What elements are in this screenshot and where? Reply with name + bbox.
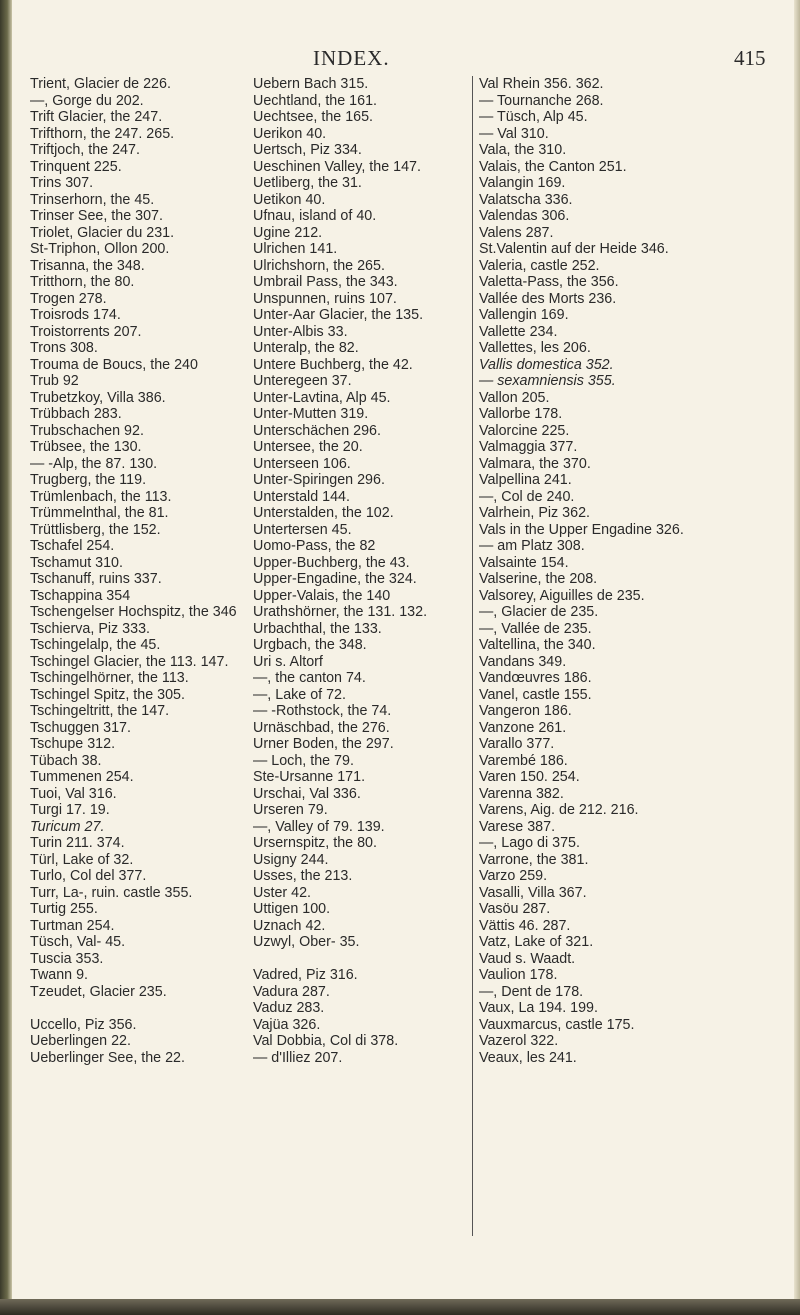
index-entry: Trugberg, the 119. bbox=[30, 472, 147, 488]
index-entry: Trümlenbach, the 113. bbox=[30, 488, 172, 505]
index-entry: Tschengelser Hochspitz, the 346 bbox=[30, 604, 237, 620]
index-entry: — Loch, the 79. bbox=[253, 752, 354, 769]
index-entry: Varallo 377. bbox=[479, 736, 555, 752]
index-entry: Urgbach, the 348. bbox=[253, 637, 367, 653]
index-entry: — Tüsch, Alp 45. bbox=[479, 109, 588, 125]
index-entry: Vangeron 186. bbox=[479, 703, 572, 719]
index-entry: Tschuggen 317. bbox=[30, 719, 131, 736]
index-entry: —, Glacier de 235. bbox=[479, 604, 599, 620]
index-entry: Val Dobbia, Col di 378. bbox=[253, 1033, 399, 1049]
index-entry: Vandœuvres 186. bbox=[479, 670, 592, 686]
index-entry: Trins 307. bbox=[30, 175, 94, 191]
index-entry: Unter-Albis 33. bbox=[253, 323, 348, 340]
section-gap bbox=[253, 951, 471, 968]
index-entry: Veaux, les 241. bbox=[479, 1049, 577, 1066]
index-entry: Usses, the 213. bbox=[253, 868, 353, 884]
index-entry: —, Valley of 79. 139. bbox=[253, 818, 385, 835]
index-entry: Turicum 27. bbox=[30, 818, 105, 835]
index-entry: Turgi 17. 19. bbox=[30, 802, 110, 818]
index-entry: Troisrods 174. bbox=[30, 307, 121, 323]
index-entry: Val Rhein 356. 362. bbox=[479, 76, 604, 92]
index-entry: — Val 310. bbox=[479, 125, 549, 142]
index-entry: Varrone, the 381. bbox=[479, 851, 589, 868]
index-entry: Uzwyl, Ober- 35. bbox=[253, 934, 360, 950]
index-entry: Upper-Valais, the 140 bbox=[253, 587, 391, 604]
index-entry: —, the canton 74. bbox=[253, 670, 366, 686]
index-entry: Valatscha 336. bbox=[479, 191, 573, 208]
index-entry: Trogen 278. bbox=[30, 290, 107, 307]
page-bottom-edge bbox=[0, 1299, 800, 1315]
index-entry: Turin 211. 374. bbox=[30, 835, 125, 851]
index-entry: Uetliberg, the 31. bbox=[253, 175, 362, 191]
index-entry: — -Alp, the 87. 130. bbox=[30, 455, 158, 472]
index-entry: Tummenen 254. bbox=[30, 769, 134, 785]
index-entry: Vasalli, Villa 367. bbox=[479, 884, 587, 901]
index-entry: Urschai, Val 336. bbox=[253, 785, 361, 802]
index-entry: Umbrail Pass, the 343. bbox=[253, 274, 398, 290]
index-entry: Vazerol 322. bbox=[479, 1033, 559, 1049]
index-entry: Uccello, Piz 356. bbox=[30, 1016, 137, 1033]
index-entry: Turlo, Col del 377. bbox=[30, 868, 147, 884]
index-entry: Ueberlingen 22. bbox=[30, 1033, 131, 1049]
index-entry: Trubschachen 92. bbox=[30, 422, 144, 439]
index-entry: Uerikon 40. bbox=[253, 125, 327, 142]
index-entry: Ulrichshorn, the 265. bbox=[253, 257, 385, 274]
index-entry: Unter-Mutten 319. bbox=[253, 406, 369, 422]
index-entry: Uri s. Altorf bbox=[253, 653, 323, 670]
index-entry: Vals in the Upper Engadine 326. bbox=[479, 521, 684, 538]
index-entry: Uertsch, Piz 334. bbox=[253, 142, 362, 158]
index-entry: Vadred, Piz 316. bbox=[253, 967, 358, 983]
index-entry: Trouma de Boucs, the 240 bbox=[30, 356, 198, 373]
index-entry: Trinser See, the 307. bbox=[30, 208, 163, 224]
index-entry: Vasöu 287. bbox=[479, 901, 551, 917]
index-entry: — sexamniensis 355. bbox=[479, 373, 616, 389]
index-entry: St-Triphon, Ollon 200. bbox=[30, 241, 170, 257]
index-entry: Urseren 79. bbox=[253, 802, 328, 818]
index-entry: Ursernspitz, the 80. bbox=[253, 835, 377, 851]
index-entry: Vallette 234. bbox=[479, 323, 558, 340]
index-entry: Usigny 244. bbox=[253, 851, 329, 868]
index-column-1 bbox=[30, 76, 250, 1066]
index-entry: Vaduz 283. bbox=[253, 1000, 325, 1016]
index-entry: Vättis 46. 287. bbox=[479, 917, 571, 934]
index-entry: Vallon 205. bbox=[479, 389, 550, 406]
index-entry: —, Gorge du 202. bbox=[30, 92, 144, 109]
index-entry: Vala, the 310. bbox=[479, 142, 567, 158]
index-entry: Urathshörner, the 131. 132. bbox=[253, 604, 428, 620]
index-entry: — d'Illiez 207. bbox=[253, 1049, 343, 1066]
index-entry: Vaux, La 194. 199. bbox=[479, 1000, 598, 1016]
index-entry: Unter-Spiringen 296. bbox=[253, 472, 385, 488]
index-entry: Varese 387. bbox=[479, 818, 556, 835]
index-entry: Unter-Lavtina, Alp 45. bbox=[253, 389, 391, 406]
index-entry: Türl, Lake of 32. bbox=[30, 851, 134, 868]
index-entry: Tschanuff, ruins 337. bbox=[30, 571, 162, 587]
index-entry: Trifthorn, the 247. 265. bbox=[30, 125, 175, 142]
index-entry: Tschingelhörner, the 113. bbox=[30, 670, 189, 686]
page-number: 415 bbox=[734, 46, 766, 70]
index-entry: Uetikon 40. bbox=[253, 191, 326, 208]
index-entry: Tuscia 353. bbox=[30, 950, 104, 967]
index-entry: Vallorbe 178. bbox=[479, 406, 563, 422]
index-entry: Ueschinen Valley, the 147. bbox=[253, 158, 421, 175]
index-entry: Valendas 306. bbox=[479, 208, 570, 224]
index-entry: Uebern Bach 315. bbox=[253, 76, 369, 92]
index-entry: Varembé 186. bbox=[479, 752, 568, 769]
index-entry: Unteregeen 37. bbox=[253, 373, 352, 389]
index-column-3 bbox=[479, 76, 779, 1066]
index-entry: Unterschächen 296. bbox=[253, 422, 381, 439]
index-entry: Tschupe 312. bbox=[30, 736, 116, 752]
index-entry: —, Lago di 375. bbox=[479, 835, 580, 851]
index-entry: Vauxmarcus, castle 175. bbox=[479, 1016, 635, 1033]
index-entry: Tritthorn, the 80. bbox=[30, 274, 135, 290]
index-entry: —, Vallée de 235. bbox=[479, 620, 592, 637]
index-entry: Vaulion 178. bbox=[479, 967, 558, 983]
index-entry: Valangin 169. bbox=[479, 175, 566, 191]
index-entry: Vatz, Lake of 321. bbox=[479, 934, 594, 950]
index-entry: — am Platz 308. bbox=[479, 538, 585, 554]
index-entry: Tschingeltritt, the 147. bbox=[30, 703, 170, 719]
index-entry: — Tournanche 268. bbox=[479, 92, 604, 109]
index-entry: Uttigen 100. bbox=[253, 901, 331, 917]
index-entry: Tschappina 354 bbox=[30, 587, 131, 604]
index-entry: Unspunnen, ruins 107. bbox=[253, 290, 397, 307]
index-entry: Untersee, the 20. bbox=[253, 439, 363, 455]
index-entry: Valsorey, Aiguilles de 235. bbox=[479, 587, 645, 604]
index-column-2 bbox=[253, 76, 471, 1066]
index-entry: Valmaggia 377. bbox=[479, 439, 578, 455]
index-entry: Varzo 259. bbox=[479, 868, 548, 884]
index-entry: Trübbach 283. bbox=[30, 406, 122, 422]
index-entry: Unterstalden, the 102. bbox=[253, 505, 394, 521]
index-entry: Urbachthal, the 133. bbox=[253, 620, 382, 637]
index-entry: Uechtland, the 161. bbox=[253, 92, 377, 109]
index-entry: Trübsee, the 130. bbox=[30, 439, 142, 455]
index-entry: Vadura 287. bbox=[253, 983, 330, 1000]
index-entry: Trinquent 225. bbox=[30, 158, 122, 175]
index-entry: Valorcine 225. bbox=[479, 422, 570, 439]
index-entry: Valens 287. bbox=[479, 224, 554, 241]
index-entry: Unterseen 106. bbox=[253, 455, 351, 472]
index-entry: Untere Buchberg, the 42. bbox=[253, 356, 413, 373]
index-entry: Trümmelnthal, the 81. bbox=[30, 505, 169, 521]
index-entry: Vajüa 326. bbox=[253, 1016, 321, 1033]
index-entry: Valsainte 154. bbox=[479, 554, 569, 571]
book-binding-edge bbox=[0, 0, 12, 1315]
index-entry: Uznach 42. bbox=[253, 917, 326, 934]
index-entry: Tübach 38. bbox=[30, 752, 102, 769]
index-entry: Troistorrents 207. bbox=[30, 323, 142, 340]
index-entry: Trüttlisberg, the 152. bbox=[30, 521, 161, 538]
index-entry: Valais, the Canton 251. bbox=[479, 158, 627, 175]
index-entry: Valtellina, the 340. bbox=[479, 637, 596, 653]
index-entry: Uechtsee, the 165. bbox=[253, 109, 374, 125]
index-entry: Twann 9. bbox=[30, 967, 89, 983]
index-entry: Valserine, the 208. bbox=[479, 571, 598, 587]
index-entry: Uster 42. bbox=[253, 884, 312, 901]
index-entry: Untertersen 45. bbox=[253, 521, 352, 538]
index-entry: Valrhein, Piz 362. bbox=[479, 505, 590, 521]
index-entry: Tschingel Glacier, the 113. 147. bbox=[30, 653, 229, 670]
index-entry: Ulrichen 141. bbox=[253, 241, 338, 257]
index-entry: Trons 308. bbox=[30, 340, 98, 356]
index-entry: Tzeudet, Glacier 235. bbox=[30, 983, 167, 1000]
index-entry: Vallengin 169. bbox=[479, 307, 569, 323]
index-entry: Turr, La-, ruin. castle 355. bbox=[30, 884, 193, 901]
page-title: INDEX. bbox=[313, 46, 390, 70]
index-entry: Upper-Buchberg, the 43. bbox=[253, 554, 410, 571]
index-entry: Unterstald 144. bbox=[253, 488, 350, 505]
index-entry: Trift Glacier, the 247. bbox=[30, 109, 163, 125]
index-entry: Vanzone 261. bbox=[479, 719, 567, 736]
index-entry: Tschingel Spitz, the 305. bbox=[30, 686, 185, 703]
index-entry: Unteralp, the 82. bbox=[253, 340, 359, 356]
index-entry: Trub 92 bbox=[30, 373, 79, 389]
page-header bbox=[0, 46, 800, 74]
index-entry: Ste-Ursanne 171. bbox=[253, 769, 366, 785]
index-entry: Vandans 349. bbox=[479, 653, 567, 670]
index-entry: Valmara, the 370. bbox=[479, 455, 591, 472]
section-gap bbox=[30, 1000, 250, 1017]
index-entry: St.Valentin auf der Heide 346. bbox=[479, 241, 669, 257]
index-entry: Varen 150. 254. bbox=[479, 769, 580, 785]
index-entry: Tüsch, Val- 45. bbox=[30, 934, 126, 950]
index-entry: Tschingelalp, the 45. bbox=[30, 637, 161, 653]
index-entry: Trubetzkoy, Villa 386. bbox=[30, 389, 166, 406]
column-divider bbox=[472, 76, 473, 1236]
index-entry: Triolet, Glacier du 231. bbox=[30, 224, 175, 241]
index-entry: —, Lake of 72. bbox=[253, 686, 346, 703]
index-entry: Tschierva, Piz 333. bbox=[30, 620, 150, 637]
index-entry: Trisanna, the 348. bbox=[30, 257, 145, 274]
index-entry: Valeria, castle 252. bbox=[479, 257, 600, 274]
index-entry: Turtman 254. bbox=[30, 917, 115, 934]
index-entry: Vaud s. Waadt. bbox=[479, 950, 576, 967]
page-edge bbox=[794, 0, 800, 1315]
index-entry: Tschafel 254. bbox=[30, 538, 115, 554]
index-entry: Valpellina 241. bbox=[479, 472, 572, 488]
index-entry: Unter-Aar Glacier, the 135. bbox=[253, 307, 424, 323]
index-entry: Urner Boden, the 297. bbox=[253, 736, 394, 752]
index-entry: Tuoi, Val 316. bbox=[30, 785, 117, 802]
index-entry: Valetta-Pass, the 356. bbox=[479, 274, 619, 290]
index-entry: —, Col de 240. bbox=[479, 488, 575, 505]
index-entry: Tschamut 310. bbox=[30, 554, 123, 571]
index-entry: Ugine 212. bbox=[253, 224, 323, 241]
index-entry: Upper-Engadine, the 324. bbox=[253, 571, 417, 587]
index-entry: Ufnau, island of 40. bbox=[253, 208, 377, 224]
index-entry: — -Rothstock, the 74. bbox=[253, 703, 392, 719]
index-entry: Vanel, castle 155. bbox=[479, 686, 592, 703]
index-entry: Turtig 255. bbox=[30, 901, 98, 917]
index-entry: Triftjoch, the 247. bbox=[30, 142, 140, 158]
index-entry: Varens, Aig. de 212. 216. bbox=[479, 802, 639, 818]
index-entry: Vallis domestica 352. bbox=[479, 356, 614, 373]
index-entry: Varenna 382. bbox=[479, 785, 564, 802]
index-entry: Uomo-Pass, the 82 bbox=[253, 538, 376, 554]
index-entry: Vallée des Morts 236. bbox=[479, 290, 617, 307]
index-entry: Trient, Glacier de 226. bbox=[30, 76, 171, 92]
index-entry: Vallettes, les 206. bbox=[479, 340, 591, 356]
index-entry: —, Dent de 178. bbox=[479, 983, 584, 1000]
index-entry: Urnäschbad, the 276. bbox=[253, 719, 390, 736]
index-entry: Ueberlinger See, the 22. bbox=[30, 1049, 185, 1066]
index-entry: Trinserhorn, the 45. bbox=[30, 191, 155, 208]
